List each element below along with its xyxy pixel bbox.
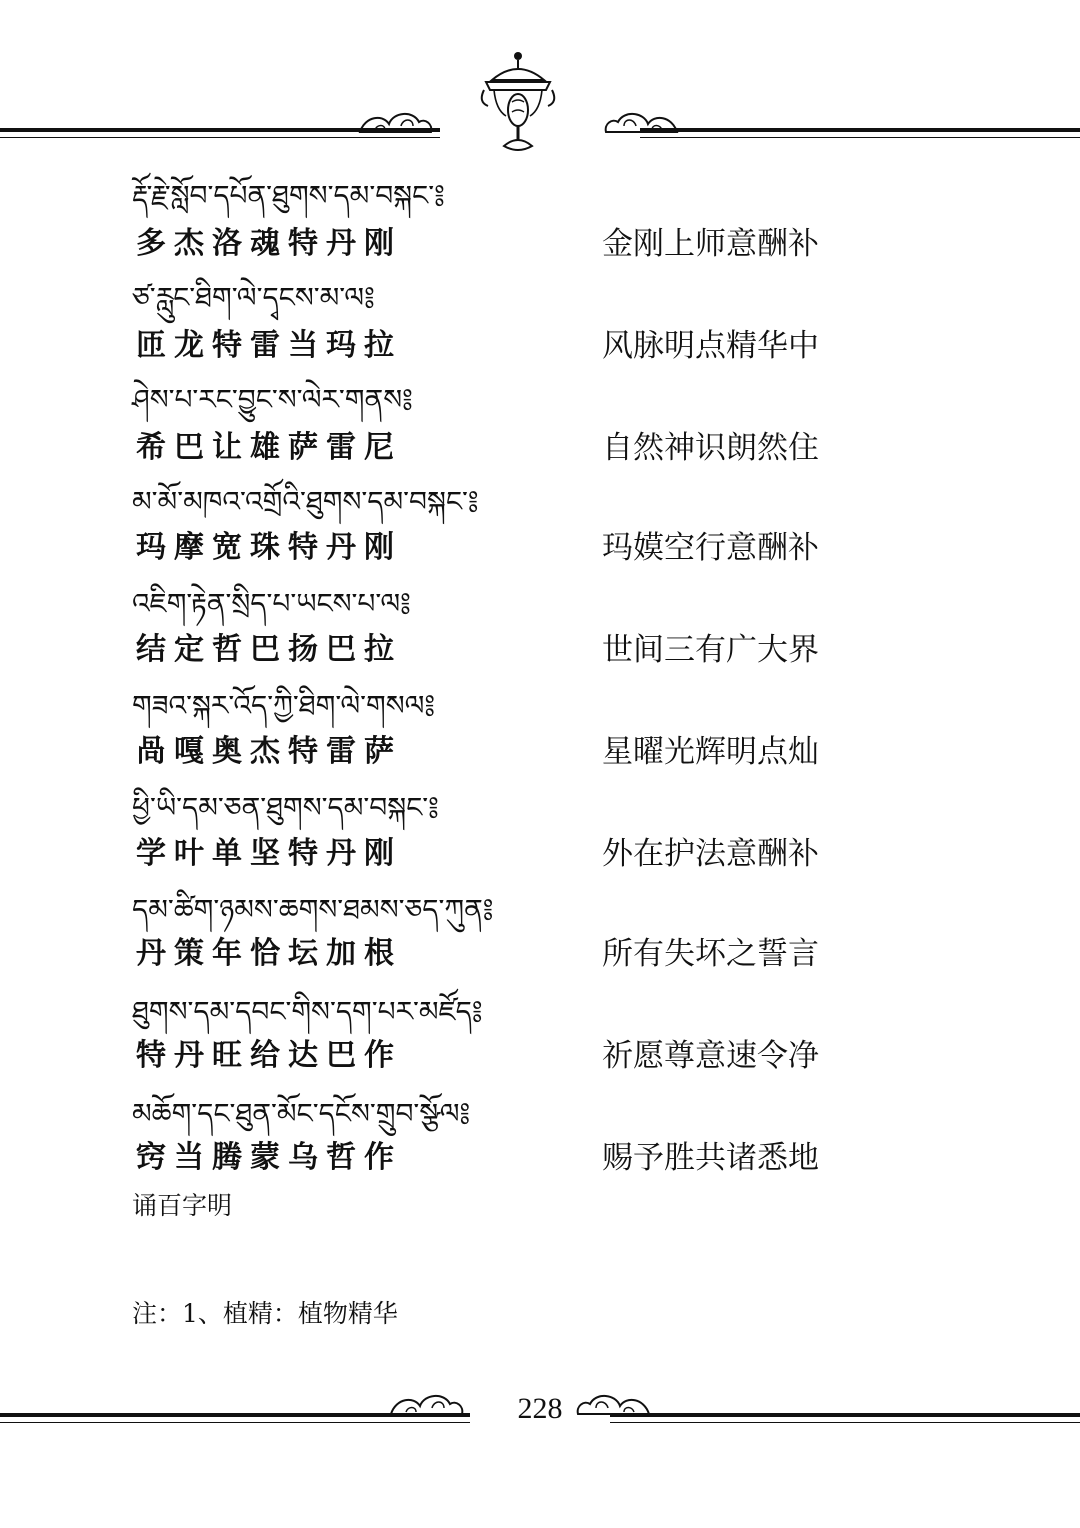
translation-line: 所有失坏之誓言: [602, 936, 819, 972]
phonetic-line: 玛摩宽珠特丹刚: [136, 530, 402, 565]
tibetan-line: འཇིག་རྟེན་སྲིད་པ་ཡངས་པ་ལ༔: [132, 587, 411, 620]
translation-line: 玛嫫空行意酬补: [602, 530, 819, 566]
phonetic-line: 匝龙特雷当玛拉: [136, 328, 402, 363]
tibetan-line: ཐུགས་དམ་དབང་གིས་དག་པར་མཛོད༔: [132, 995, 483, 1028]
cloud-scroll-icon: [602, 108, 682, 138]
tibetan-line: མ་མོ་མཁའ་འགྲོའི་ཐུགས་དམ་བསྐང་༔: [132, 485, 479, 518]
phonetic-line: 丹策年恰坛加根: [136, 936, 402, 971]
footnote: 注：1、植精：植物精华: [132, 1299, 398, 1328]
translation-line: 自然神识朗然住: [602, 430, 819, 466]
header-rule-right: [640, 128, 1080, 132]
instruction-text: 诵百字明: [132, 1191, 233, 1220]
phonetic-line: 多杰洛魂特丹刚: [136, 226, 402, 261]
tibetan-line: རྡོ་རྗེ་སློབ་དཔོན་ཐུགས་དམ་བསྐང་༔: [132, 179, 445, 212]
tibetan-line: ཤེས་པ་རང་བྱུང་ས་ལེར་གནས༔: [132, 383, 413, 416]
phonetic-line: 窍当腾蒙乌哲作: [136, 1140, 402, 1175]
phonetic-line: 结定哲巴扬巴拉: [136, 632, 402, 667]
tibetan-line: མཆོག་དང་ཐུན་མོང་དངོས་གྲུབ་སྩོལ༔: [132, 1097, 471, 1130]
page-number: 228: [517, 1392, 563, 1425]
translation-line: 世间三有广大界: [602, 632, 819, 668]
phonetic-line: 特丹旺给达巴作: [136, 1038, 402, 1073]
translation-line: 外在护法意酬补: [602, 836, 819, 872]
tibetan-line: དམ་ཚིག་ཉམས་ཆགས་ཐམས་ཅད་ཀུན༔: [132, 893, 494, 926]
translation-line: 祈愿尊意速令净: [602, 1038, 819, 1074]
translation-line: 风脉明点精华中: [602, 328, 819, 364]
tibetan-line: ཙ་རླུང་ཐིག་ལེ་དྭངས་མ་ལ༔: [132, 281, 375, 314]
phonetic-line: 咼嘎奥杰特雷萨: [136, 734, 402, 769]
cloud-scroll-icon: [355, 108, 435, 138]
header-rule-right-thin: [640, 137, 1080, 138]
phonetic-line: 学叶单坚特丹刚: [136, 836, 402, 871]
translation-line: 赐予胜共诸悉地: [602, 1140, 819, 1176]
translation-line: 星曜光辉明点灿: [602, 734, 819, 770]
translation-line: 金刚上师意酬补: [602, 226, 819, 262]
parasol-emblem-icon: [478, 50, 558, 155]
tibetan-line: ཕྱི་ཡི་དམ་ཅན་ཐུགས་དམ་བསྐང་༔: [132, 791, 439, 824]
phonetic-line: 希巴让雄萨雷尼: [136, 430, 402, 465]
tibetan-line: གཟའ་སྐར་འོད་ཀྱི་ཐིག་ལེ་གསལ༔: [132, 689, 436, 722]
